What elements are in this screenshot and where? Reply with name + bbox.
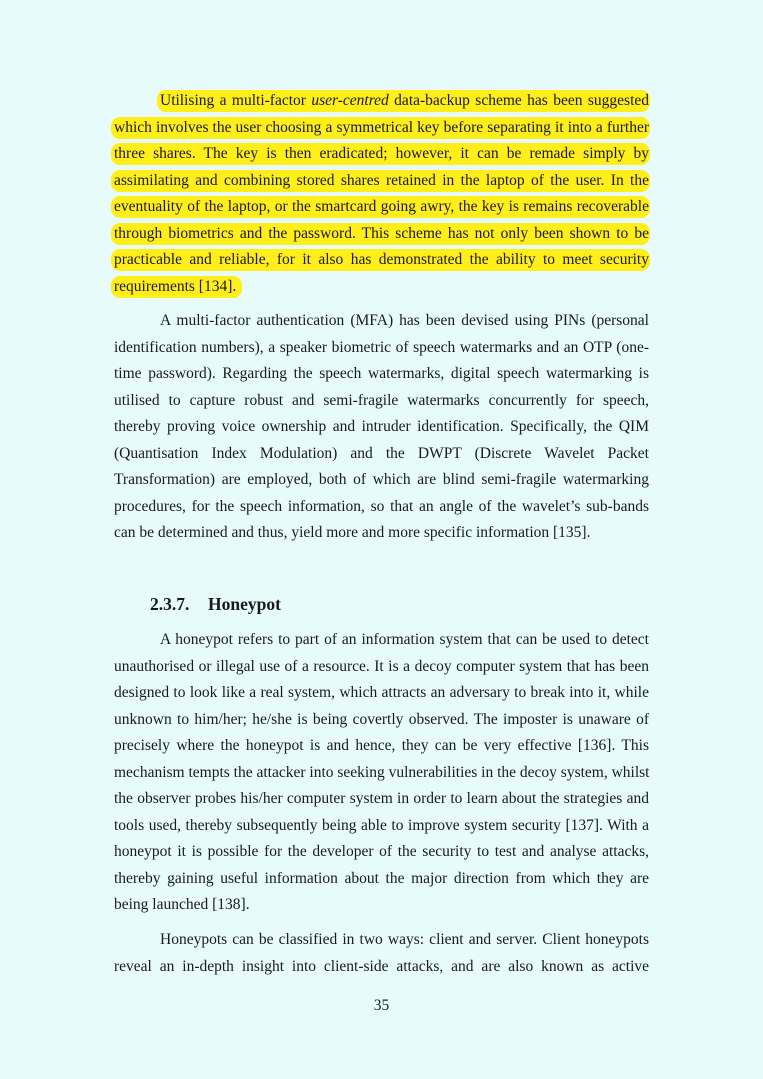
paragraph-2-line: can be determined and thus, yield more and more specific information [135].: [114, 524, 591, 541]
paragraph-3-line: precisely where the honeypot is and hence, they can be very effective [136]. This: [114, 737, 649, 754]
paragraph-3-line: designed to look like a real system, which attracts an adversary to break into it, while: [114, 684, 649, 701]
paragraph-2-line: (Quantisation Index Modulation) and the DWPT (Discrete Wavelet Packet: [114, 445, 649, 462]
paragraph-1-line: eventuality of the laptop, or the smartcard going awry, the key is remains recoverable: [114, 198, 649, 215]
paragraph-1-text-after-italic: data-backup scheme has been suggested: [388, 92, 650, 109]
paragraph-2-line: thereby proving voice ownership and intruder identification. Specifically, the QIM: [114, 418, 649, 435]
paragraph-3-line: honeypot it is possible for the developer of the security to test and analyse attacks,: [114, 843, 649, 860]
section-number: 2.3.7.: [150, 594, 190, 614]
paragraph-3-line: mechanism tempts the attacker into seeking vulnerabilities in the decoy system, whilst: [114, 764, 650, 781]
paragraph-4-line: Honeypots can be classified in two ways: client and server. Client honeypots: [160, 931, 649, 948]
paragraph-1-line: practicable and reliable, for it also has demonstrated the ability to meet security: [114, 251, 649, 268]
paragraph-3-line: A honeypot refers to part of an information system that can be used to detect: [160, 631, 649, 648]
section-heading: [150, 592, 281, 616]
paragraph-3-line: tools used, thereby subsequently being able to improve system security [137]. With a: [114, 817, 649, 834]
paragraph-2-line: Transformation) are employed, both of which are blind semi-fragile watermarking: [114, 471, 649, 488]
paragraph-1-line: assimilating and combining stored shares retained in the laptop of the user. In the: [114, 172, 649, 189]
paragraph-2-line: A multi-factor authentication (MFA) has been devised using PINs (personal: [160, 312, 649, 329]
paragraph-4-line: reveal an in-depth insight into client-side attacks, and are also known as active: [114, 958, 649, 975]
paragraph-1-line: requirements [134].: [114, 278, 237, 295]
paragraph-3-line: unauthorised or illegal use of a resource. It is a decoy computer system that has been: [114, 658, 649, 675]
paragraph-2-line: identification numbers), a speaker biometric of speech watermarks and an OTP (one-: [114, 339, 649, 356]
paragraph-3-line: unknown to him/her; he/she is being covertly observed. The imposter is unaware of: [114, 711, 649, 728]
paragraph-2-line: time password). Regarding the speech watermarks, digital speech watermarking is: [114, 365, 649, 382]
paragraph-1-line: through biometrics and the password. This scheme has not only been shown to be: [114, 225, 649, 242]
paragraph-1-line: which involves the user choosing a symmetrical key before separating it into a further: [114, 119, 649, 136]
paragraph-3-line: thereby gaining useful information about the major direction from which they are: [114, 870, 649, 887]
section-title: Honeypot: [208, 594, 281, 614]
page-number: 35: [373, 997, 390, 1014]
paragraph-3-line: being launched [138].: [114, 896, 250, 913]
paragraph-1-line: three shares. The key is then eradicated; however, it can be remade simply by: [114, 145, 649, 162]
paragraph-1-line: [160, 91, 649, 111]
paragraph-1-text-before-italic: Utilising a multi-factor: [160, 92, 312, 109]
italic-term: user-centred: [311, 92, 389, 109]
paragraph-2-line: utilised to capture robust and semi-fragile watermarks concurrently for speech,: [114, 392, 649, 409]
paragraph-2-line: procedures, for the speech information, so that an angle of the wavelet’s sub-bands: [114, 498, 649, 515]
paragraph-3-line: the observer probes his/her computer system in order to learn about the strategies and: [114, 790, 649, 807]
